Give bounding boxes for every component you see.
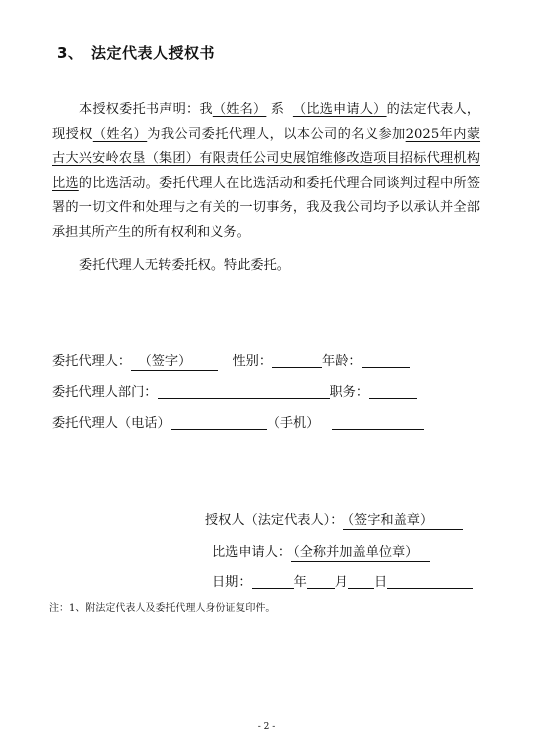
gender-field[interactable] (272, 352, 322, 368)
date-trailing-line (387, 573, 473, 589)
agent-name-placeholder: （姓名） (92, 126, 148, 142)
position-field[interactable] (369, 383, 417, 399)
day-label: 日 (373, 575, 388, 590)
project-name: 2025年内蒙古大兴安岭农垦（集团）有限责任公司史展馆维修改造项目招标代理机构比选 (52, 126, 481, 191)
gender-label: 性别： (232, 354, 273, 369)
page-number: - 2 - (257, 722, 276, 732)
applicant-row (212, 541, 430, 560)
declaration-text: 的法定代表人，现授权 (52, 102, 481, 142)
section-number: 3、 (57, 44, 84, 62)
footnote: 注：1、附法定代表人及委托代理人身份证复印件。 (49, 603, 276, 614)
section-heading (57, 42, 215, 63)
age-field[interactable] (362, 352, 410, 368)
date-label: 日期： (212, 575, 252, 590)
declaration-paragraph (52, 98, 480, 245)
declaration-text: 为我公司委托代理人，以本公司的名义参加 (147, 126, 406, 142)
agent-label: 委托代理人： (52, 354, 132, 369)
authorizer-sign-field[interactable]: （签字和盖章） (343, 513, 463, 530)
section-title: 法定代表人授权书 (91, 44, 216, 62)
year-field[interactable] (252, 573, 294, 589)
authorization-body (52, 98, 480, 279)
year-label: 年 (293, 575, 307, 590)
phone-field[interactable] (171, 414, 267, 430)
mobile-label: （手机） (266, 416, 320, 431)
applicant-label: 比选申请人： (212, 545, 292, 560)
declaration-text: 的比选活动。委托代理人在比选活动和委托代理合同谈判过程中所签署的一切文件和处理与之有关的一切事务，我及我公司均予以承认并全部承担其所产生的所有权利和义务。 (52, 175, 481, 240)
applicant-seal-field[interactable]: （全称并加盖单位章） (291, 545, 430, 562)
name-placeholder: （姓名） (212, 102, 267, 117)
day-field[interactable] (348, 573, 374, 589)
no-subdelegation-paragraph: 委托代理人无转委托权。特此委托。 (79, 258, 290, 273)
phone-label: 委托代理人（电话） (52, 416, 171, 431)
applicant-placeholder: （比选申请人） (292, 102, 387, 117)
department-row (52, 381, 417, 400)
declaration-text: 本授权委托书声明：我 (79, 102, 213, 117)
declaration-text: 系 (270, 102, 285, 117)
phone-row (52, 412, 424, 431)
authorizer-label: 授权人（法定代表人）： (205, 513, 344, 528)
agent-sign-field[interactable]: （签字） (131, 354, 218, 371)
agent-row (52, 350, 410, 369)
department-field[interactable] (158, 383, 330, 399)
authorizer-row (205, 509, 463, 528)
month-label: 月 (334, 575, 348, 590)
mobile-field[interactable] (332, 414, 424, 430)
date-row (212, 571, 473, 590)
age-label: 年龄： (322, 354, 362, 369)
department-label: 委托代理人部门： (52, 385, 158, 400)
month-field[interactable] (307, 573, 335, 589)
position-label: 职务： (329, 385, 370, 400)
